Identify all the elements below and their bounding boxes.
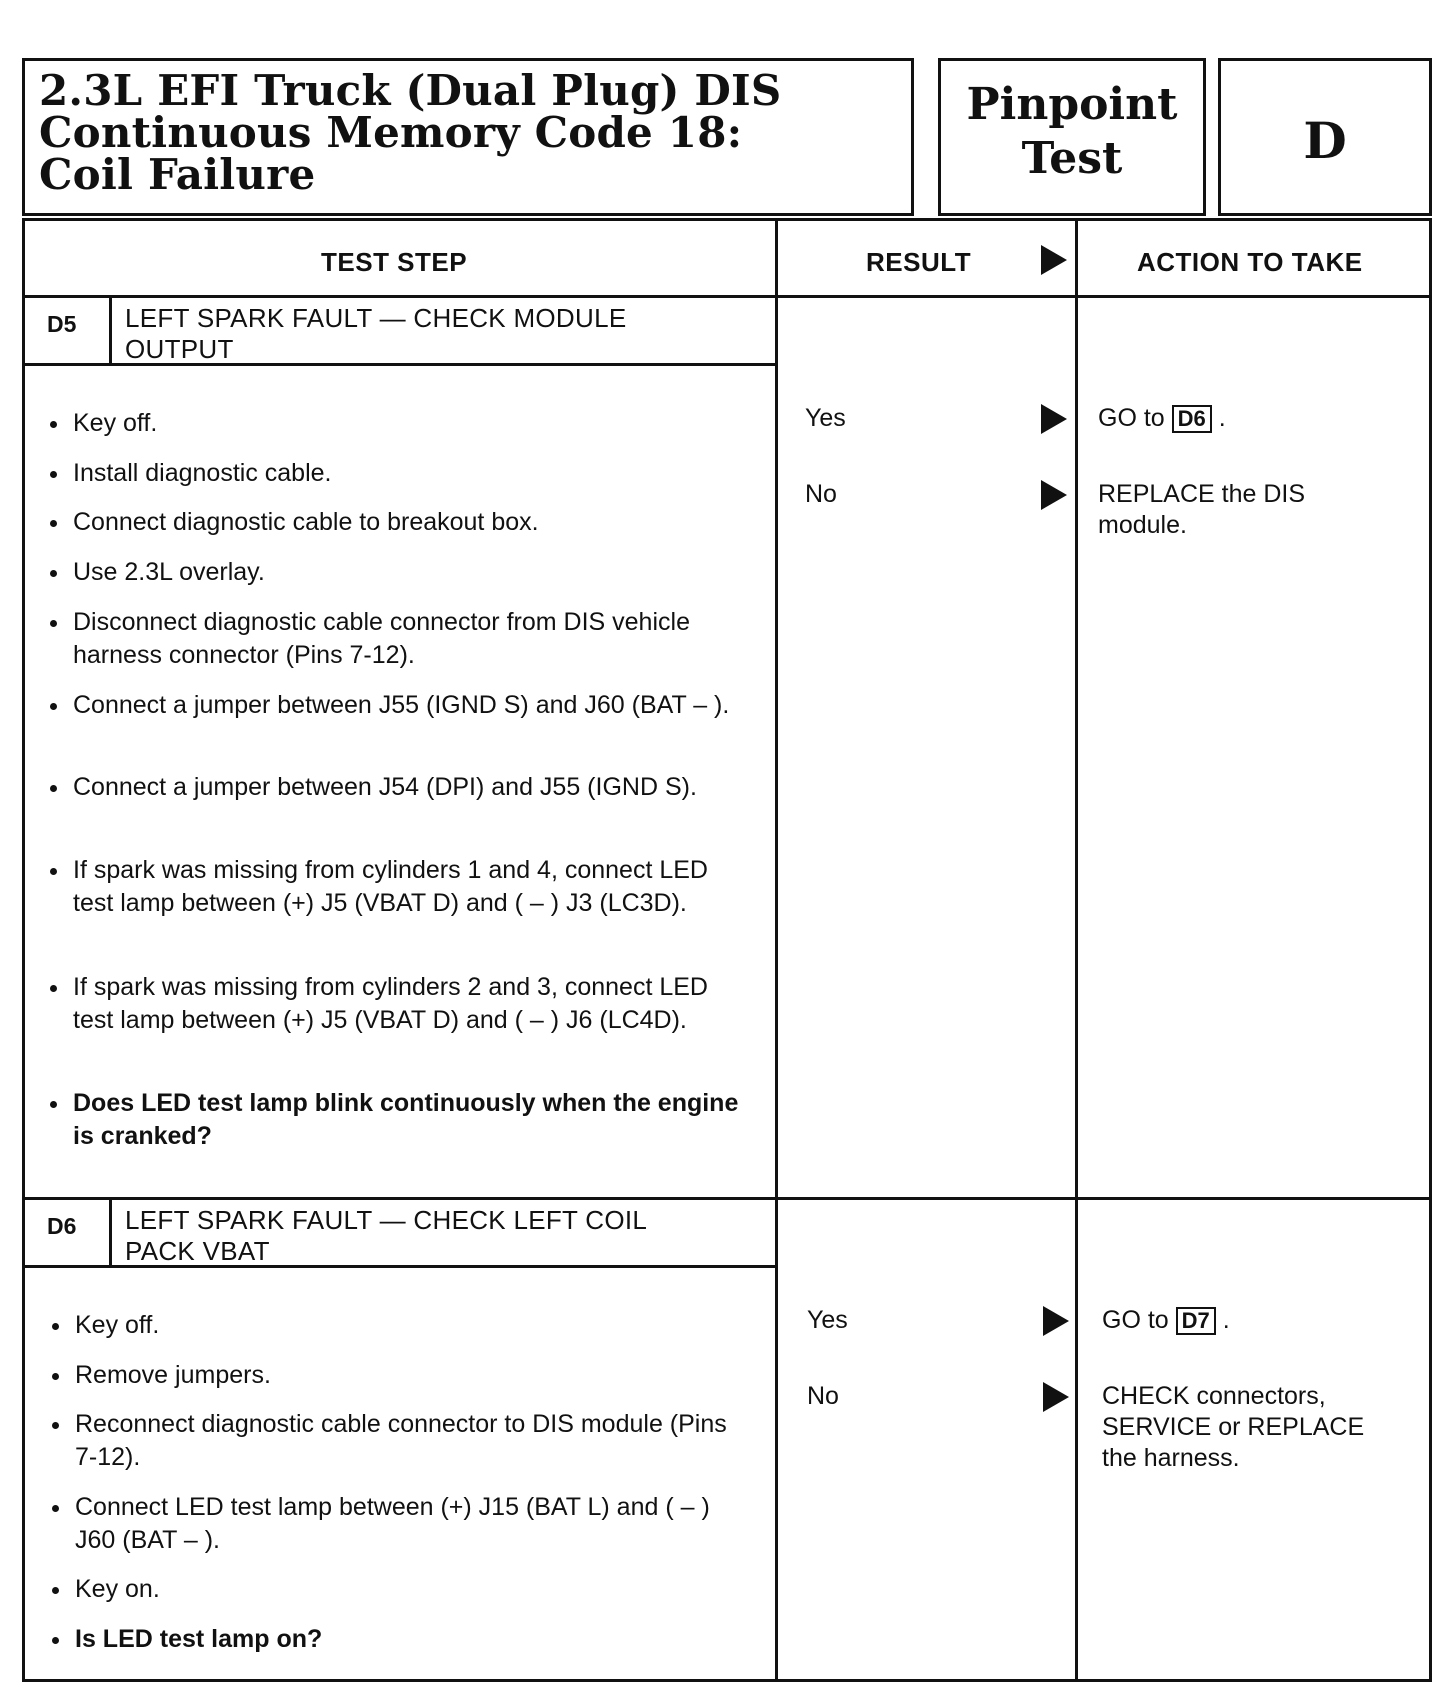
test-letter: D xyxy=(1303,111,1347,170)
section-d5-action-yes-ref: D6 xyxy=(1172,405,1212,433)
section-d6-action-yes-suffix: . xyxy=(1222,1306,1230,1334)
section-d5-step: Connect diagnostic cable to breakout box. xyxy=(47,506,753,539)
section-d6-action-no-line-2: SERVICE or REPLACE xyxy=(1102,1413,1365,1441)
section-d6-step: Reconnect diagnostic cable connector to DIS module (Pins 7-12). xyxy=(49,1408,755,1474)
pinpoint-test-table xyxy=(22,218,1432,1682)
section-d5-step: If spark was missing from cylinders 2 and 3, connect LED test lamp between (+) J5 (VBAT D) and ( – ) J6 (LC4D). xyxy=(47,971,753,1037)
title-box xyxy=(22,58,914,216)
test-type-line-1: Pinpoint xyxy=(966,79,1178,130)
column-divider-result xyxy=(775,221,778,1679)
section-d5-action-yes xyxy=(1098,403,1226,434)
section-d5-code: D5 xyxy=(47,311,77,337)
section-d5-action-yes-suffix: . xyxy=(1218,404,1226,432)
section-divider xyxy=(25,1197,1429,1200)
section-d6-action-no-line-3: the harness. xyxy=(1102,1444,1240,1472)
section-d6-title-line-1: LEFT SPARK FAULT — CHECK LEFT COIL xyxy=(125,1205,648,1235)
section-d5-question: Does LED test lamp blink continuously when the engine is cranked? xyxy=(47,1087,753,1153)
section-d5-step: If spark was missing from cylinders 1 and 4, connect LED test lamp between (+) J5 (VBAT D) and ( – ) J3 (LC3D). xyxy=(47,854,753,920)
section-d5-step: Connect a jumper between J55 (IGND S) and J60 (BAT – ). xyxy=(47,689,753,722)
section-d6-code: D6 xyxy=(47,1213,77,1239)
title-line-3: Coil Failure xyxy=(39,150,316,199)
section-d5-result-no: No xyxy=(805,480,837,508)
section-d6-action-no-line-1: CHECK connectors, xyxy=(1102,1382,1326,1410)
section-d5-step: Key off. xyxy=(47,407,753,440)
section-d6-step: Key on. xyxy=(49,1573,755,1606)
section-d5-yes-arrow-icon xyxy=(1041,404,1067,434)
section-d5-result-yes: Yes xyxy=(805,404,846,432)
section-d6-result-yes: Yes xyxy=(807,1306,848,1334)
section-d6-step: Remove jumpers. xyxy=(49,1359,755,1392)
section-d6-action-yes xyxy=(1102,1305,1230,1336)
column-header-result: RESULT xyxy=(866,247,972,277)
section-d6-code-divider xyxy=(109,1199,112,1265)
section-d5-action-no-line-1: REPLACE the DIS xyxy=(1098,480,1306,508)
section-d6-step: Connect LED test lamp between (+) J15 (BAT L) and ( – ) J60 (BAT – ). xyxy=(49,1491,755,1557)
section-d6-action-yes-ref: D7 xyxy=(1176,1307,1216,1335)
column-divider-action xyxy=(1075,221,1078,1679)
test-letter-box xyxy=(1218,58,1432,216)
section-d6-action-yes-text: GO to xyxy=(1102,1306,1169,1334)
section-d6-yes-arrow-icon xyxy=(1043,1306,1069,1336)
section-d5-step: Connect a jumper between J54 (DPI) and J55 (IGND S). xyxy=(47,771,753,804)
section-d5-step: Install diagnostic cable. xyxy=(47,457,753,490)
section-d5-title-line-2: OUTPUT xyxy=(125,334,234,364)
test-type-line-2: Test xyxy=(1021,133,1123,184)
header-divider xyxy=(25,295,1429,298)
title-line-2: Continuous Memory Code 18: xyxy=(39,108,743,157)
section-d6-question: Is LED test lamp on? xyxy=(49,1623,755,1656)
column-header-test-step: TEST STEP xyxy=(321,247,468,277)
column-header-action: ACTION TO TAKE xyxy=(1137,247,1363,277)
section-d6-title-line-2: PACK VBAT xyxy=(125,1236,270,1266)
section-d5-title-line-1: LEFT SPARK FAULT — CHECK MODULE xyxy=(125,303,627,333)
result-arrow-icon xyxy=(1041,245,1067,275)
section-d5-step: Use 2.3L overlay. xyxy=(47,556,753,589)
section-d6-no-arrow-icon xyxy=(1043,1382,1069,1412)
section-d6-result-no: No xyxy=(807,1382,839,1410)
section-d5-action-no-line-2: module. xyxy=(1098,511,1187,539)
section-d5-no-arrow-icon xyxy=(1041,480,1067,510)
section-d5-code-divider xyxy=(109,297,112,363)
section-d6-step: Key off. xyxy=(49,1309,755,1342)
section-d5-action-yes-text: GO to xyxy=(1098,404,1165,432)
title-line-1: 2.3L EFI Truck (Dual Plug) DIS xyxy=(39,66,782,115)
pinpoint-test-box xyxy=(938,58,1206,216)
section-d5-step: Disconnect diagnostic cable connector from DIS vehicle harness connector (Pins 7-12). xyxy=(47,606,753,672)
